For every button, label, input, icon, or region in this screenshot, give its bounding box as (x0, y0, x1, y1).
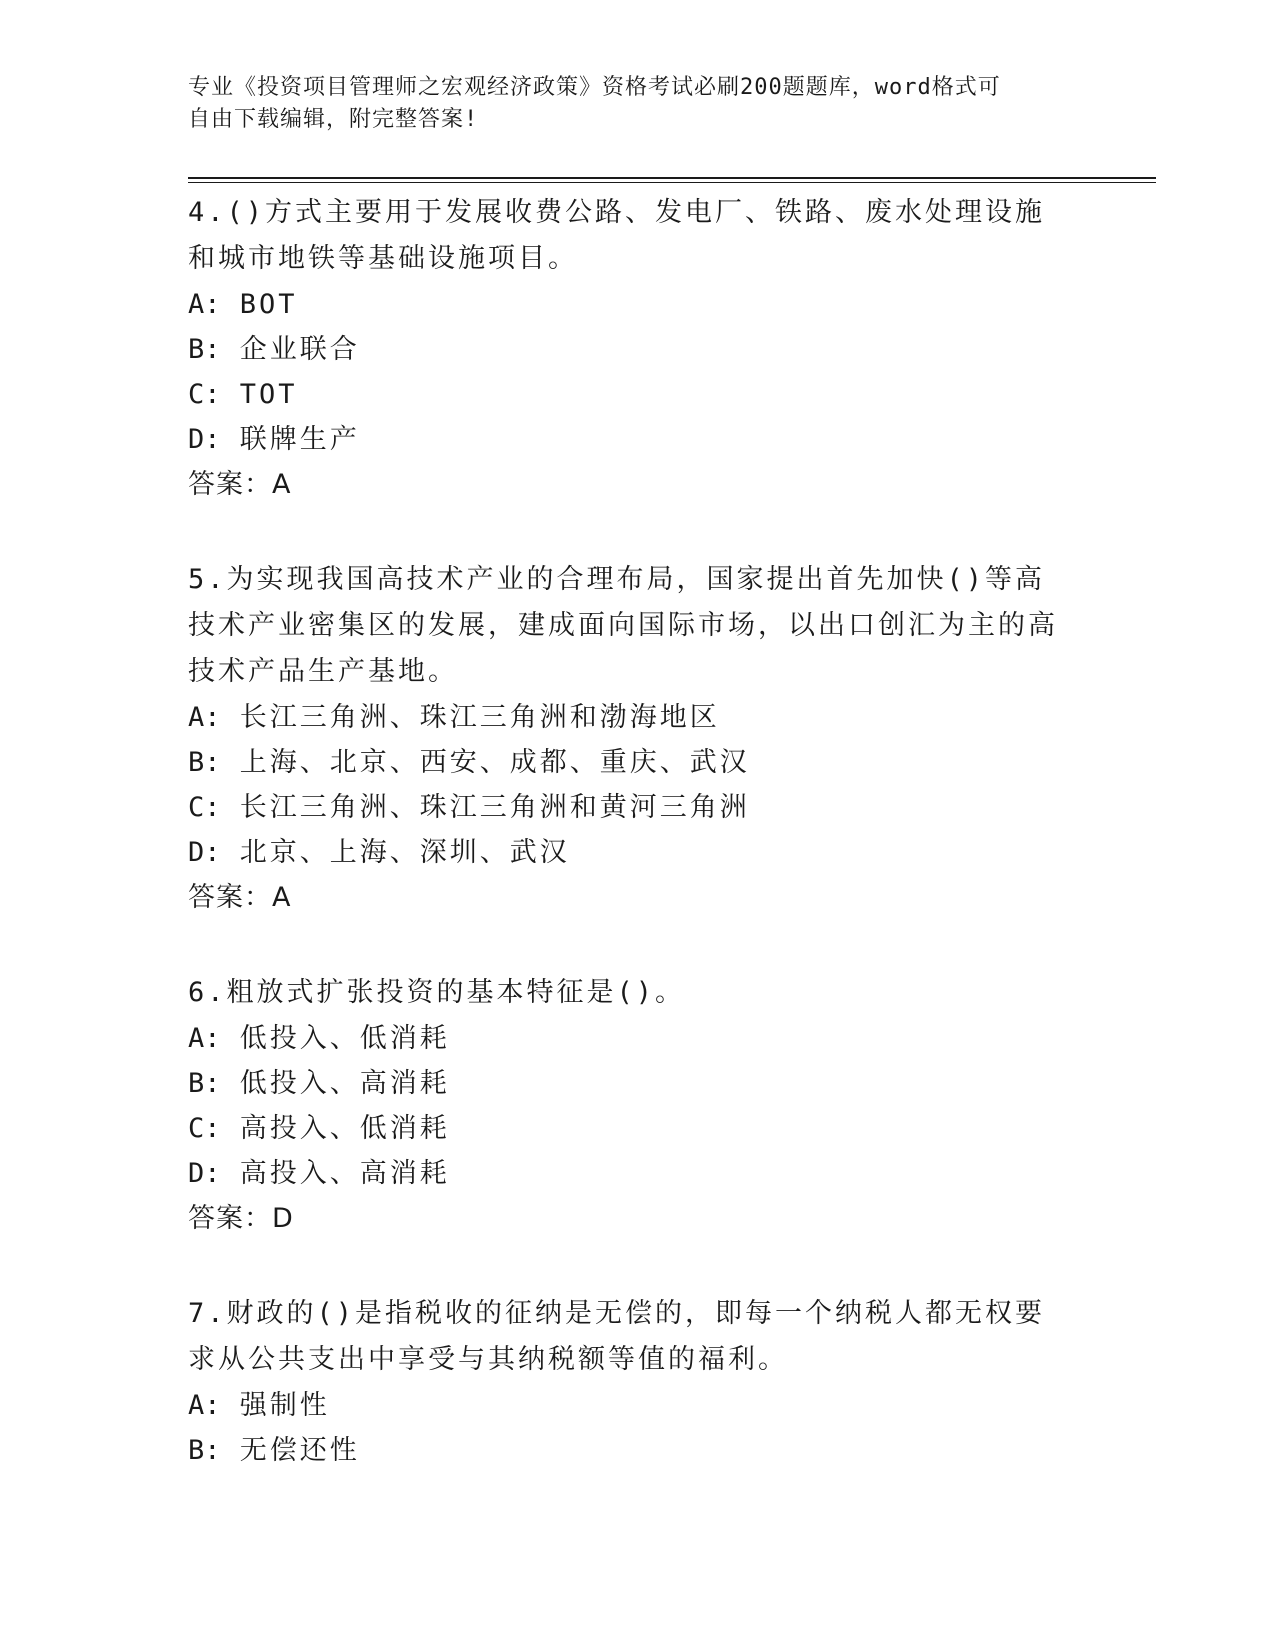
option-letter: A: (188, 1390, 221, 1421)
header-rule-thick (188, 177, 1156, 179)
option-text: 长江三角洲、珠江三角洲和黄河三角洲 (239, 792, 750, 823)
option-text: 北京、上海、深圳、武汉 (239, 837, 570, 868)
answer-line: 答案：A (188, 469, 292, 500)
option-text: 长江三角洲、珠江三角洲和渤海地区 (239, 702, 720, 733)
option-text: BOT (239, 289, 298, 320)
option-letter: B: (188, 747, 221, 778)
option-b (188, 1428, 1068, 1473)
option-letter: C: (188, 792, 221, 823)
option-letter: B: (188, 1068, 221, 1099)
question-text: 5.为实现我国高技术产业的合理布局，国家提出首先加快()等高技术产业密集区的发展，建成面向国际市场，以出口创汇为主的高技术产品生产基地。 (188, 564, 1058, 687)
option-letter: D: (188, 1158, 221, 1189)
question-4 (188, 190, 1068, 507)
option-letter: A: (188, 289, 221, 320)
option-text: 上海、北京、西安、成都、重庆、武汉 (239, 747, 750, 778)
option-text: 低投入、高消耗 (239, 1068, 450, 1099)
document-header (188, 72, 1068, 136)
option-text: 企业联合 (239, 334, 360, 365)
question-7 (188, 1291, 1068, 1473)
option-d (188, 1151, 1068, 1196)
header-line-1: 专业《投资项目管理师之宏观经济政策》资格考试必刷200题题库，word格式可 (188, 75, 1001, 100)
answer-line: 答案：A (188, 882, 292, 913)
option-d (188, 830, 1068, 875)
header-line-2: 自由下载编辑，附完整答案! (188, 107, 479, 132)
question-5 (188, 557, 1068, 920)
question-text: 4.()方式主要用于发展收费公路、发电厂、铁路、废水处理设施和城市地铁等基础设施项目。 (188, 197, 1046, 274)
option-text: 联牌生产 (239, 424, 360, 455)
question-text: 7.财政的()是指税收的征纳是无偿的，即每一个纳税人都无权要求从公共支出中享受与其纳税额等值的福利。 (188, 1298, 1046, 1375)
option-b (188, 1061, 1068, 1106)
option-a (188, 282, 1068, 327)
header-rule-thin (188, 182, 1156, 183)
option-text: 低投入、低消耗 (239, 1023, 450, 1054)
option-b (188, 327, 1068, 372)
question-6 (188, 970, 1068, 1241)
option-c (188, 372, 1068, 417)
option-text: 高投入、高消耗 (239, 1158, 450, 1189)
option-d (188, 417, 1068, 462)
option-text: 无偿还性 (239, 1435, 360, 1466)
option-a (188, 695, 1068, 740)
option-letter: D: (188, 837, 221, 868)
option-text: TOT (239, 379, 298, 410)
question-text: 6.粗放式扩张投资的基本特征是()。 (188, 977, 686, 1008)
option-letter: A: (188, 702, 221, 733)
option-letter: A: (188, 1023, 221, 1054)
option-a (188, 1383, 1068, 1428)
option-letter: C: (188, 379, 221, 410)
option-letter: C: (188, 1113, 221, 1144)
option-letter: D: (188, 424, 221, 455)
option-c (188, 1106, 1068, 1151)
answer-line: 答案：D (188, 1203, 294, 1234)
option-letter: B: (188, 1435, 221, 1466)
option-a (188, 1016, 1068, 1061)
option-c (188, 785, 1068, 830)
question-list (188, 190, 1068, 1523)
option-text: 强制性 (239, 1390, 330, 1421)
option-letter: B: (188, 334, 221, 365)
option-b (188, 740, 1068, 785)
option-text: 高投入、低消耗 (239, 1113, 450, 1144)
